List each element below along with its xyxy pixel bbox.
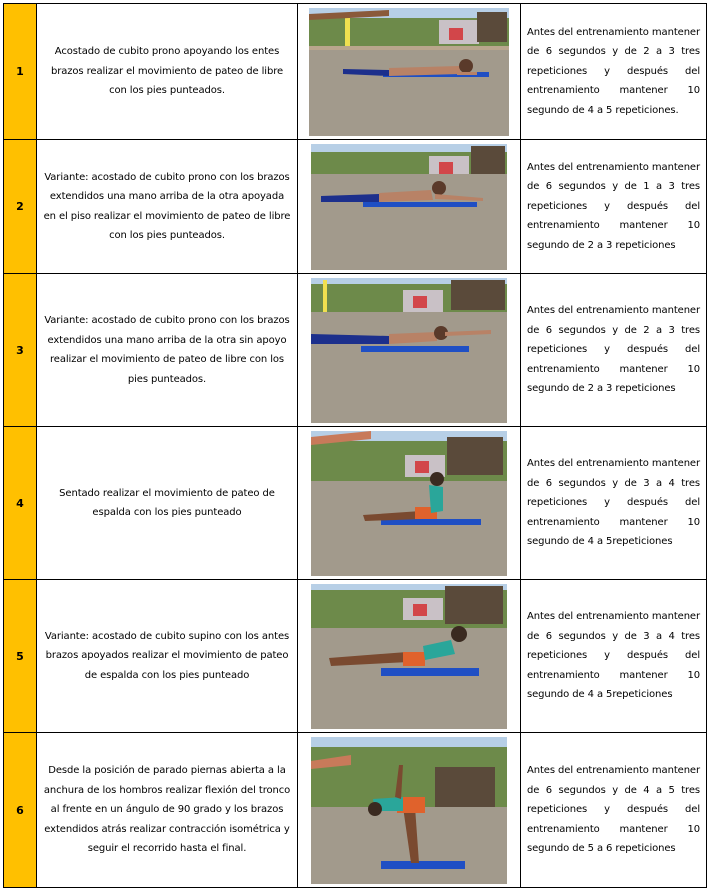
exercise-description: Variante: acostado de cubito supino con los antes brazos apoyados realizar el movimiento de pateo de espalda con los pies punteado <box>37 580 298 733</box>
exercise-note: Antes del entrenamiento mantener de 6 segundos y de 2 a 3 tres repeticiones y después del entrenamiento mantener 10 segundo de 2 a 3 repeticiones <box>521 274 707 427</box>
exercise-note: Antes del entrenamiento mantener de 6 segundos y de 1 a 3 tres repeticiones y después del entrenamiento mantener 10 segundo de 2 a 3 repeticiones <box>521 140 707 274</box>
standing-trunk-flexion-photo <box>311 737 507 884</box>
exercise-photo-cell <box>298 274 521 427</box>
exercise-description: Sentado realizar el movimiento de pateo de espalda con los pies punteado <box>37 427 298 580</box>
exercise-note: Antes del entrenamiento mantener de 6 segundos y de 2 a 3 tres repeticiones y después del entrenamiento mantener 10 segundo de 4 a 5 repeticiones. <box>521 4 707 140</box>
exercise-photo-cell <box>298 4 521 140</box>
prone-kick-photo <box>309 8 509 136</box>
supine-forearms-photo <box>311 584 507 729</box>
table-row <box>4 580 707 733</box>
exercise-description: Desde la posición de parado piernas abierta a la anchura de los hombros realizar flexión del tronco al frente en un ángulo de 90 grado y los brazos extendidos atrás realizar contracción isométrica y seguir el recorrido hasta el final. <box>37 733 298 888</box>
exercise-photo <box>311 584 507 729</box>
exercise-photo-cell <box>298 427 521 580</box>
table-row <box>4 427 707 580</box>
row-number: 6 <box>4 733 37 888</box>
row-number: 5 <box>4 580 37 733</box>
exercise-photo <box>311 431 507 576</box>
prone-arms-extended-photo <box>311 144 507 270</box>
row-number: 1 <box>4 4 37 140</box>
exercise-photo-cell <box>298 580 521 733</box>
table-row <box>4 733 707 888</box>
row-number: 2 <box>4 140 37 274</box>
exercise-description: Variante: acostado de cubito prono con los brazos extendidos una mano arriba de la otra apoyada en el piso realizar el movimiento de pateo de libre con los pies punteados. <box>37 140 298 274</box>
row-number: 4 <box>4 427 37 580</box>
row-number: 3 <box>4 274 37 427</box>
exercise-note: Antes del entrenamiento mantener de 6 segundos y de 3 a 4 tres repeticiones y después del entrenamiento mantener 10 segundo de 4 a 5repeticiones <box>521 427 707 580</box>
prone-unsupported-photo <box>311 278 507 423</box>
exercise-photo-cell <box>298 733 521 888</box>
exercise-photo <box>311 737 507 884</box>
table-row <box>4 274 707 427</box>
table-row <box>4 140 707 274</box>
exercise-table <box>3 3 707 888</box>
exercise-description: Acostado de cubito prono apoyando los entes brazos realizar el movimiento de pateo de libre con los pies punteados. <box>37 4 298 140</box>
seated-back-kick-photo <box>311 431 507 576</box>
exercise-photo <box>309 8 509 136</box>
exercise-photo-cell <box>298 140 521 274</box>
exercise-note: Antes del entrenamiento mantener de 6 segundos y de 3 a 4 tres repeticiones y después del entrenamiento mantener 10 segundo de 4 a 5repeticiones <box>521 580 707 733</box>
table-row <box>4 4 707 140</box>
exercise-note: Antes del entrenamiento mantener de 6 segundos y de 4 a 5 tres repeticiones y después del entrenamiento mantener 10 segundo de 5 a 6 repeticiones <box>521 733 707 888</box>
exercise-description: Variante: acostado de cubito prono con los brazos extendidos una mano arriba de la otra sin apoyo realizar el movimiento de pateo de libre con los pies punteados. <box>37 274 298 427</box>
exercise-photo <box>311 144 507 270</box>
exercise-photo <box>311 278 507 423</box>
